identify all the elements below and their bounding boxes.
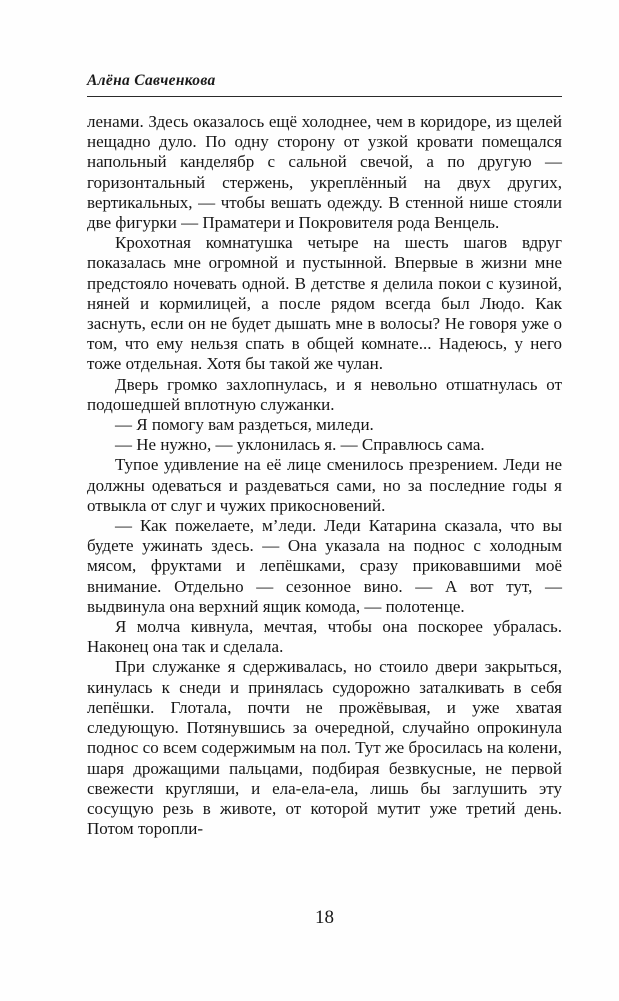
header-rule [87, 96, 562, 97]
paragraph-dialogue: — Не нужно, — уклонилась я. — Справлюсь сама. [115, 435, 485, 455]
paragraph: ленами. Здесь оказалось ещё холоднее, чем в коридоре, из щелей нещадно дуло. По одну сторону от узкой кровати помещался напольный канделябр с сальной свечой, а по другую — горизонтальный стержень, укреплённый на двух других, вертикальных, — чтобы вешать одежду. В стенной нише стояли две фигурки — Праматери и Покровителя рода Венцель. [87, 112, 562, 233]
paragraph: Дверь громко захлопнулась, и я невольно отшатнулась от подошедшей вплотную служанки. [87, 374, 562, 414]
author-name: Алёна Савченкова [87, 72, 216, 89]
running-header [87, 72, 562, 97]
paragraph: Крохотная комнатушка четыре на шесть шагов вдруг показалась мне огромной и пустынной. Впервые в жизни мне предстояло ночевать одной. В детстве я делила покои с кузиной, няней и кормилицей, а после рядом всегда был Людо. Как заснуть, если он не будет дышать мне в волосы? Не говоря уже о том, что ему нельзя спать в общей комнате... Надеюсь, у него тоже отдельная. Хотя бы такой же чулан. [87, 233, 562, 374]
page-number: 18 [315, 907, 334, 928]
page-body [87, 112, 562, 839]
paragraph-dialogue: — Я помогу вам раздеться, миледи. [115, 415, 374, 435]
paragraph: При служанке я сдерживалась, но стоило двери закрыться, кинулась к снеди и принялась судорожно заталкивать в себя лепёшки. Глотала, почти не прожёвывая, и уже хватая следующую. Потянувшись за очередной, случайно опрокинула поднос со всем содержимым на пол. Тут же бросилась на колени, шаря дрожащими пальцами, подбирая безвкусные, не первой свежести кругляши, и ела-ела-ела, лишь бы заглушить эту сосущую резь в животе, от которой мутит уже третий день. Потом торопли- [87, 657, 562, 839]
paragraph: Тупое удивление на её лице сменилось презрением. Леди не должны одеваться и раздеваться сами, но за последние годы я отвыкла от слуг и чужих прикосновений. [87, 455, 562, 515]
paragraph: Я молча кивнула, мечтая, чтобы она поскорее убралась. Наконец она так и сделала. [87, 617, 562, 657]
paragraph-dialogue: — Как пожелаете, м’леди. Леди Катарина сказала, что вы будете ужинать здесь. — Она указала на поднос с холодным мясом, фруктами и лепёшками, сразу приковавшими моё внимание. Отдельно — сезонное вино. — А вот тут, — выдвинула она верхний ящик комода, — полотенце. [87, 516, 562, 616]
